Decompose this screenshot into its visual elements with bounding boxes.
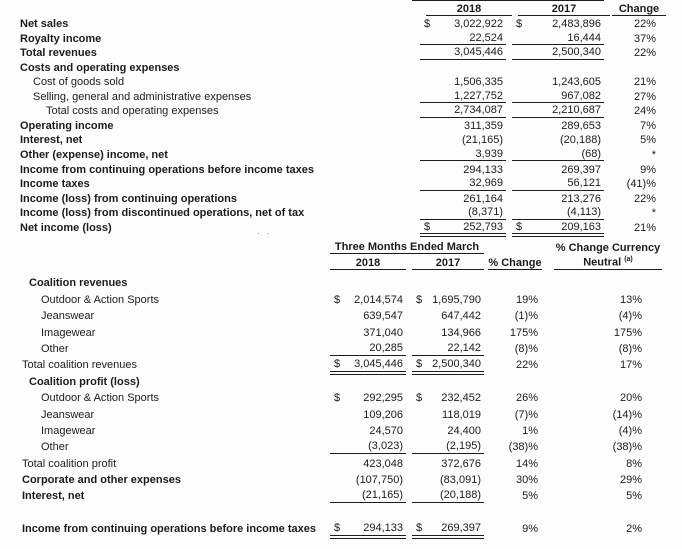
row-label: Outdoor & Action Sports [41,293,160,306]
row-label: Income from continuing operations before income taxes [22,522,316,535]
row-label: Selling, general and administrative expenses [33,90,252,103]
value-2017 [412,474,484,487]
row-label: Royalty income [20,32,102,45]
dollar-sign: $ [424,220,431,233]
row-label: Other [41,441,69,454]
currency-neutral-label: Neutral [583,257,622,269]
currency-neutral-value: 29% [619,474,642,487]
three-months-ended-header: Three Months Ended March [330,241,484,254]
change-value: 24% [633,105,656,118]
value-2018 [330,310,406,323]
income-statement-table [0,0,682,234]
table-row [0,74,682,89]
value-2018 [420,206,506,220]
currency-neutral-value: (4)% [618,310,642,323]
value-2018 [330,409,406,422]
value-2017 [412,409,484,422]
table-row [0,340,682,356]
currency-neutral-value: 17% [619,359,642,372]
value-2018 [420,76,506,89]
row-label: Imagewear [41,326,96,339]
amount-text: 22,524 [469,31,503,44]
pct-change-value: (1)% [514,310,538,323]
row-label: Income taxes [20,178,90,191]
table-row [0,274,682,290]
amount-text: 1,227,752 [454,89,503,102]
income-statement-header-row [0,0,682,16]
currency-neutral-value: 8% [626,457,642,470]
value-2017 [412,342,484,356]
pct-change-value: 14% [515,457,538,470]
value-2017 [512,177,604,191]
pct-change-value: 22% [515,359,538,372]
amount-text: 261,164 [463,192,503,205]
income-statement-body [0,16,682,234]
table-row [0,191,682,206]
row-label: Income (loss) from discontinued operations, net of tax [20,207,305,220]
row-label: Other (expense) income, net [20,148,168,161]
row-label: Jeanswear [41,310,95,323]
change-value: 9% [640,163,656,176]
table-row [0,89,682,104]
coalition-table [0,239,682,536]
currency-neutral-value: (38)% [612,441,642,454]
value-2018 [420,104,506,118]
row-label: Total costs and operating expenses [46,105,219,118]
value-2017 [512,164,604,177]
dollar-sign: $ [334,358,341,371]
value-2018 [330,474,406,487]
year-2017-header: 2017 [412,257,484,270]
amount-text: 2,500,340 [432,358,481,371]
year-2018-header: 2018 [426,3,512,16]
row-label: Income from continuing operations before income taxes [20,163,314,176]
amount-text: (68) [581,147,601,160]
amount-text: 371,040 [363,326,403,339]
row-label: Corporate and other expenses [22,474,181,487]
pct-change-value: (38)% [508,441,538,454]
table-row [0,31,682,46]
table-row [0,103,682,118]
dollar-sign: $ [516,220,523,233]
dollar-sign: $ [334,522,341,535]
row-label: Operating income [20,119,114,132]
table-row [0,356,682,372]
amount-text: 232,452 [441,392,481,405]
change-value: * [651,207,656,220]
dollar-sign: $ [334,392,341,405]
amount-text: 269,397 [441,522,481,535]
value-2018 [330,294,406,307]
pct-change-value: (8)% [514,342,538,355]
amount-text: 2,500,340 [552,46,601,59]
amount-text: (20,188) [440,489,481,502]
amount-text: 2,210,687 [552,104,601,117]
change-value: * [651,148,656,161]
table-row [0,471,682,487]
year-columns-header [412,0,604,16]
currency-neutral-value: 20% [619,392,642,405]
table-row [0,132,682,147]
value-2017 [512,76,604,89]
amount-text: 311,359 [464,119,503,132]
amount-text: 22,142 [447,341,481,354]
row-label: Income (loss) from continuing operations [20,192,237,205]
amount-text: 20,285 [369,341,403,354]
currency-neutral-value: 13% [619,293,642,306]
dollar-sign: $ [334,293,341,306]
value-2017 [412,392,484,405]
change-value: 7% [640,119,656,132]
table-row [0,147,682,162]
pct-change-value: 26% [515,392,538,405]
amount-text: 2,483,896 [552,18,601,31]
dollar-sign: $ [416,358,423,371]
amount-text: 24,400 [447,424,481,437]
value-2018 [330,392,406,405]
row-label: Total coalition revenues [22,359,137,372]
amount-text: 639,547 [363,310,403,323]
table-row [0,161,682,176]
amount-text: 134,966 [441,326,481,339]
currency-neutral-value: 175% [613,326,642,339]
amount-text: 3,022,922 [454,18,503,31]
value-2017 [512,46,604,60]
row-label: Cost of goods sold [33,76,125,89]
pct-change-value: (7)% [514,408,538,421]
value-2017 [412,294,484,307]
value-2018 [420,177,506,191]
amount-text: 3,045,446 [354,358,403,371]
coalition-header-row-1 [0,239,682,254]
amount-text: (21,165) [462,134,503,147]
value-2017 [412,440,484,454]
value-2017 [412,489,484,503]
amount-text: (20,188) [560,134,601,147]
amount-text: (83,091) [440,474,481,487]
amount-text: (21,165) [362,489,403,502]
amount-text: (3,023) [368,440,403,453]
currency-neutral-header-line2 [554,256,662,270]
value-2017 [512,221,604,235]
value-2018 [420,134,506,147]
table-row [0,323,682,339]
pct-change-value: 1% [522,424,538,437]
amount-text: 292,295 [363,392,403,405]
table-row [0,389,682,405]
pct-change-header: % Change [488,257,542,269]
value-2017 [512,32,604,46]
table-row [0,45,682,60]
amount-text: 209,163 [561,220,601,233]
value-2018 [420,32,506,46]
value-2018 [330,522,406,536]
dollar-sign: $ [424,18,431,31]
value-2017 [412,425,484,438]
table-row [0,290,682,306]
value-2018 [330,358,406,372]
row-label: Jeanswear [41,408,95,421]
value-2018 [420,90,506,104]
table-row [0,422,682,438]
row-label: Coalition revenues [29,277,128,290]
row-label: Total revenues [20,47,97,60]
value-2017 [512,104,604,118]
amount-text: 372,676 [441,457,481,470]
amount-text: 1,243,605 [552,76,601,89]
value-2018 [330,489,406,503]
change-value: 22% [633,47,656,60]
value-2018 [330,458,406,471]
value-2017 [412,327,484,340]
pct-change-value: 9% [522,523,538,536]
amount-text: 1,506,335 [454,76,503,89]
value-2017 [512,90,604,104]
amount-text: 294,133 [363,522,403,535]
currency-neutral-value: 2% [626,523,642,536]
amount-text: (8,371) [468,206,503,219]
amount-text: 16,444 [567,31,601,44]
amount-text: 289,653 [561,119,601,132]
amount-text: 3,045,446 [454,46,503,59]
row-label: Other [41,342,69,355]
value-2018 [330,425,406,438]
change-value: 21% [633,76,656,89]
value-2017 [412,358,484,372]
amount-text: (4,113) [566,206,601,219]
value-2018 [330,327,406,340]
value-2017 [512,193,604,206]
value-2018 [420,148,506,162]
row-label: Imagewear [41,424,96,437]
amount-text: 2,734,087 [454,104,503,117]
value-2018 [420,18,506,31]
row-label: Interest, net [22,490,85,503]
change-value: 5% [640,134,656,147]
pct-change-value: 30% [515,474,538,487]
value-2017 [412,310,484,323]
year-2018-header: 2018 [330,257,406,270]
amount-text: 24,570 [369,424,403,437]
coalition-table-body [0,274,682,536]
change-value: (41)% [626,178,656,191]
amount-text: 294,133 [463,163,503,176]
pct-change-value: 5% [522,490,538,503]
table-row [0,205,682,220]
row-label: Outdoor & Action Sports [41,392,160,405]
pct-change-value: 19% [515,293,538,306]
value-2017 [512,148,604,162]
amount-text: 967,082 [561,89,601,102]
table-row [0,60,682,75]
change-value: 22% [633,18,656,31]
row-label: Coalition profit (loss) [29,375,140,388]
amount-text: (107,750) [355,474,403,487]
amount-text: 252,793 [463,220,503,233]
dollar-sign: $ [416,522,423,535]
currency-neutral-value: (4)% [618,424,642,437]
currency-neutral-value: 5% [626,490,642,503]
table-row [0,454,682,470]
table-row [0,503,682,536]
amount-text: 1,695,790 [432,293,481,306]
value-2017 [512,120,604,133]
table-row [0,16,682,31]
amount-text: 423,048 [363,457,403,470]
dollar-sign: $ [416,392,423,405]
change-value: 22% [633,192,656,205]
row-label: Net income (loss) [20,221,112,234]
value-2018 [420,164,506,177]
table-row [0,438,682,454]
value-2017 [512,134,604,147]
value-2018 [330,342,406,356]
value-2017 [512,18,604,31]
value-2018 [420,193,506,206]
table-row [0,118,682,133]
value-2018 [420,46,506,60]
amount-text: 213,276 [561,192,601,205]
change-value: 27% [633,90,656,103]
currency-neutral-header-line1: % Change Currency [555,242,661,254]
row-label: Costs and operating expenses [20,61,180,74]
table-row [0,307,682,323]
coalition-header-row-2 [0,254,682,270]
value-2018 [420,120,506,133]
year-2017-header: 2017 [518,3,610,16]
dollar-sign: $ [516,18,523,31]
dollar-sign: $ [416,293,423,306]
change-column-header: Change [612,3,666,16]
table-row [0,176,682,191]
scan-artifact-mark: · · [257,228,272,238]
change-value: 37% [633,32,656,45]
currency-neutral-value: (8)% [618,342,642,355]
amount-text: 2,014,574 [354,293,403,306]
row-label: Interest, net [20,134,83,147]
value-2017 [412,458,484,471]
currency-neutral-value: (14)% [612,408,642,421]
amount-text: 647,442 [441,310,481,323]
amount-text: 118,019 [442,408,481,421]
value-2018 [330,440,406,454]
amount-text: 32,969 [469,177,503,190]
row-label: Net sales [20,18,69,31]
amount-text: 109,206 [363,408,403,421]
table-row [0,220,682,235]
table-row [0,487,682,503]
amount-text: 269,397 [561,163,601,176]
value-2017 [412,522,484,536]
row-label: Total coalition profit [22,457,117,470]
amount-text: 56,121 [567,177,601,190]
amount-text: 3,939 [475,147,503,160]
change-value: 21% [633,221,656,234]
footnote-a-marker: (a) [624,256,633,264]
pct-change-value: 175% [509,326,538,339]
amount-text: (2,195) [446,440,481,453]
table-row [0,405,682,421]
value-2018 [420,221,506,235]
value-2017 [512,206,604,220]
